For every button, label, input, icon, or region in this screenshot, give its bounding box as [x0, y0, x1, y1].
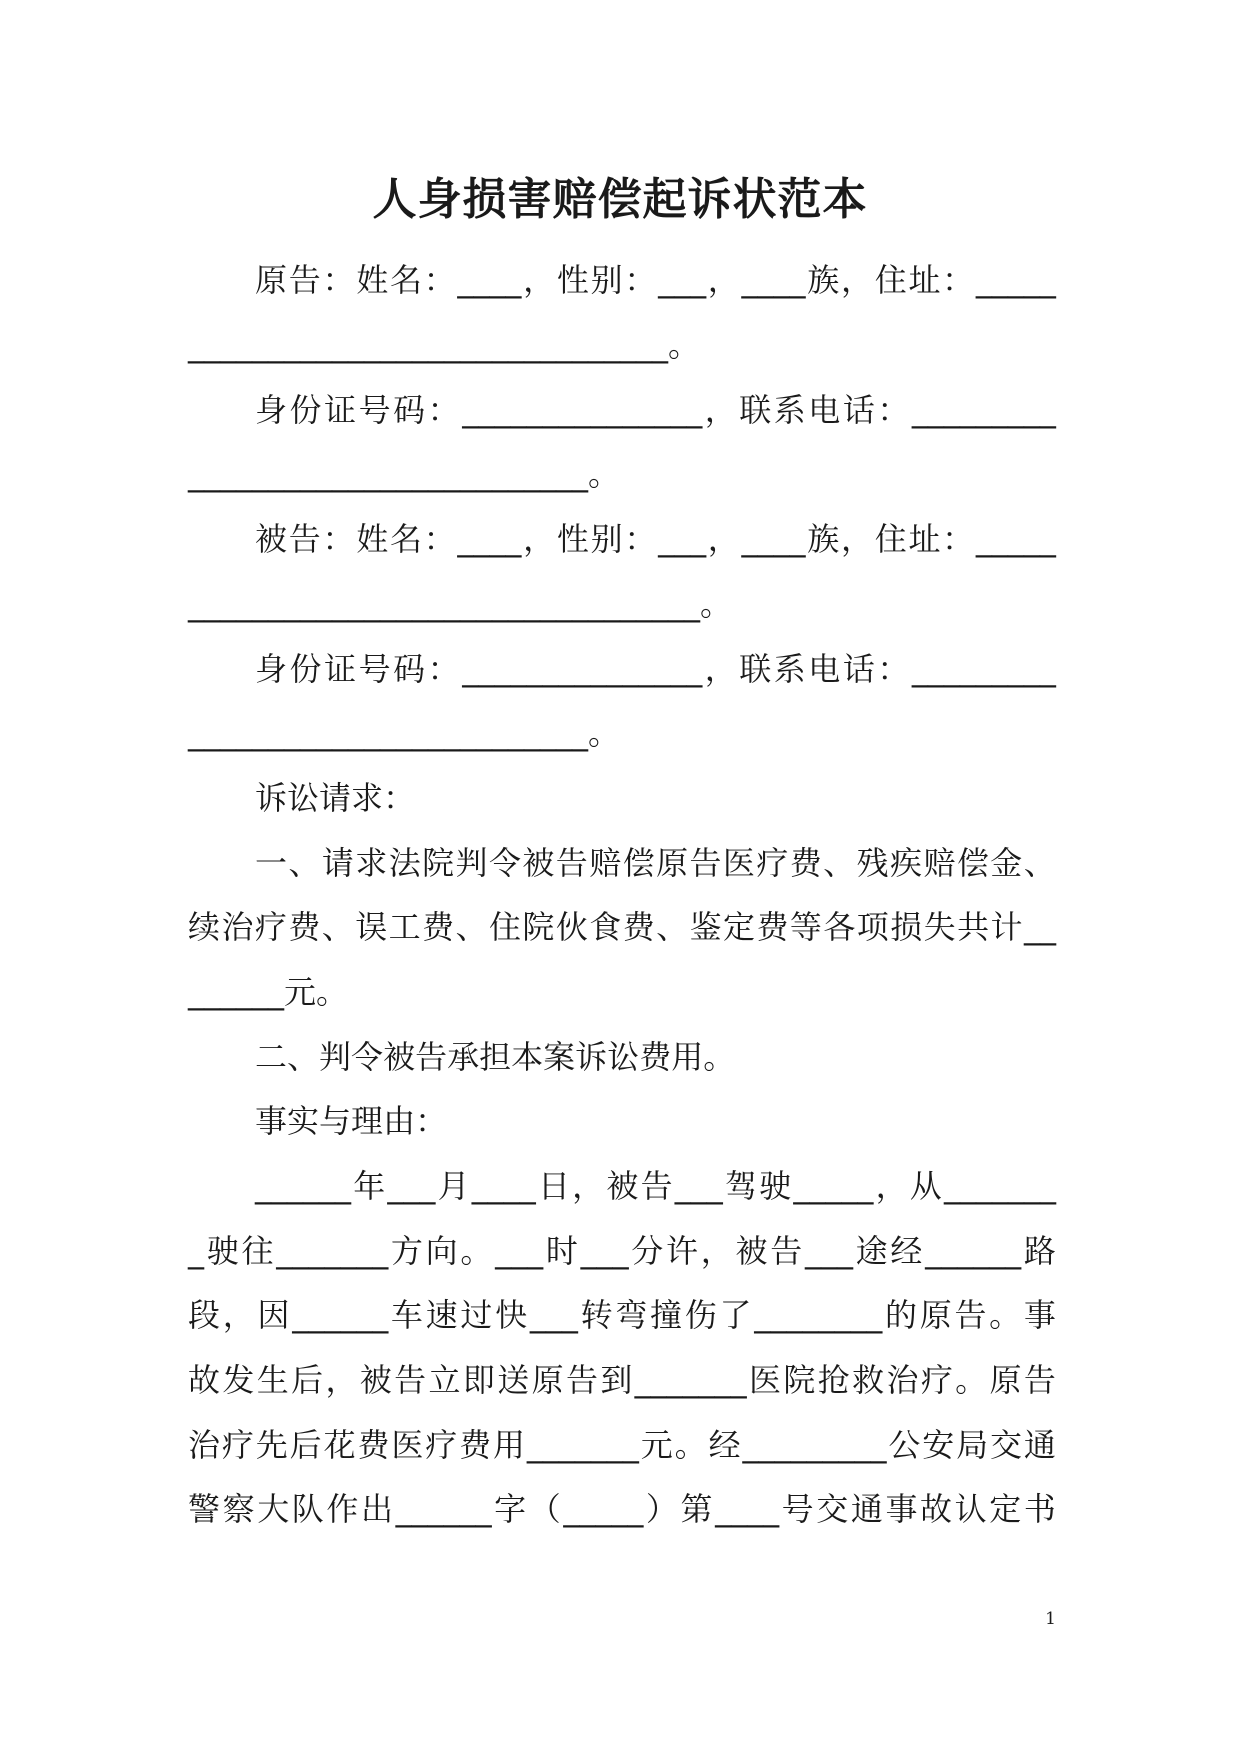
body-line: 诉 讼 请 求 ： — [255, 779, 416, 817]
body-line: 身 份 证 号 码 ： _______________ ， 联 系 电 话 ： _________ — [255, 391, 1056, 429]
body-line: _ 驶 往 _______ 方 向 。 ___ 时 ___ 分 许 ， 被 告 ___ 途 经 ______ 路 — [188, 1232, 1056, 1270]
body-line: 故 发 生 后 ， 被 告 立 即 送 原 告 到 _______ 医 院 抢 救 治 疗 。 原 告 — [188, 1361, 1056, 1399]
body-line: 事 实 与 理 由 ： — [255, 1102, 448, 1140]
body-line: 被 告 ： 姓 名 ： ____ ， 性 别 ： ___ ， ____ 族 ， 住 址 ： _____ — [255, 520, 1056, 558]
body-line: 警 察 大 队 作 出 ______ 字 （ _____ ） 第 ____ 号 交 通 事 故 认 定 书 — [188, 1490, 1056, 1528]
body-line: ______ 元 。 — [188, 973, 349, 1011]
body-line: 治 疗 先 后 花 费 医 疗 费 用 _______ 元 。 经 _________ 公 安 局 交 通 — [188, 1426, 1056, 1464]
body-line: _________________________ 。 — [188, 714, 621, 752]
body-line: 原 告 ： 姓 名 ： ____ ， 性 别 ： ___ ， ____ 族 ， 住 址 ： _____ — [255, 261, 1056, 299]
body-line: 身 份 证 号 码 ： _______________ ， 联 系 电 话 ： _________ — [255, 650, 1056, 688]
body-line: ________________________________ 。 — [188, 585, 733, 623]
body-line: ______ 年 ___ 月 ____ 日 ， 被 告 ___ 驾 驶 _____ ， 从 _______ — [255, 1167, 1056, 1205]
body-line: 续 治 疗 费 、 误 工 费 、 住 院 伙 食 费 、 鉴 定 费 等 各 项 损 失 共 计 __ — [188, 908, 1056, 946]
body-line: 段 ， 因 ______ 车 速 过 快 ___ 转 弯 撞 伤 了 ________ 的 原 告 。 事 — [188, 1296, 1056, 1334]
page-number: 1 — [1045, 1609, 1056, 1629]
body-line: ______________________________ 。 — [188, 326, 701, 364]
body-line: 一 、 请 求 法 院 判 令 被 告 赔 偿 原 告 医 疗 费 、 残 疾 赔 偿 金 、 — [255, 844, 1056, 882]
document-title: 人身损害赔偿起诉状范本 — [372, 174, 868, 225]
body-line: _________________________ 。 — [188, 455, 621, 493]
body-line: 二 、 判 令 被 告 承 担 本 案 诉 讼 费 用 。 — [255, 1038, 736, 1076]
